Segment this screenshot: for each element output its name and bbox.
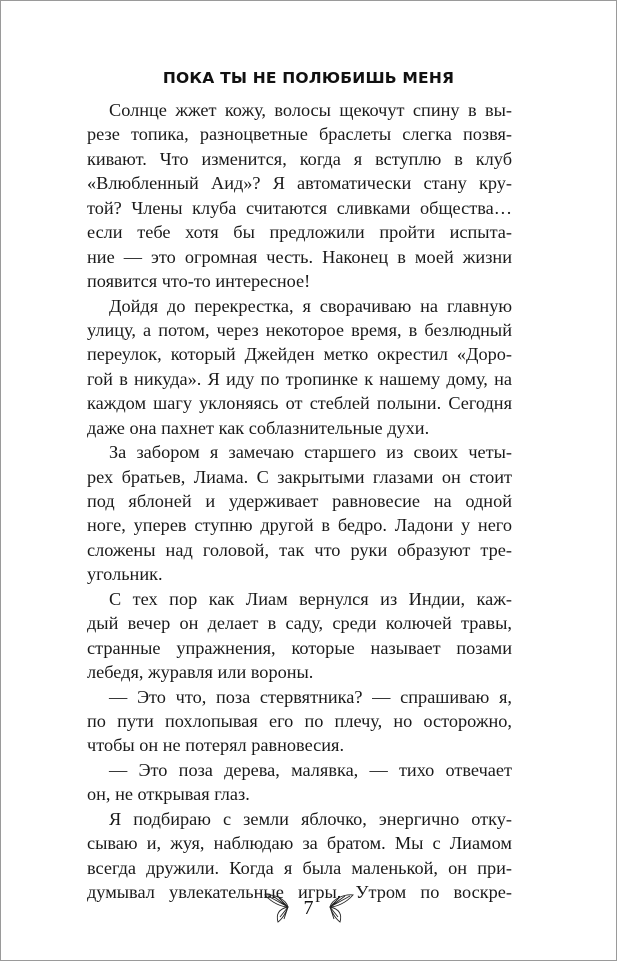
text-line: он, не открывая глаз. xyxy=(87,784,250,805)
text-line: — Это поза дерева, малявка, — тихо отвечает xyxy=(109,759,512,780)
text-line: каждом шагу уклоняясь от стеблей полыни. Сегодня xyxy=(87,393,512,414)
chapter-title: ПОКА ТЫ НЕ ПОЛЮБИШЬ МЕНЯ xyxy=(162,69,455,87)
left-butterfly-wing-icon xyxy=(264,893,290,923)
right-butterfly-wing-icon xyxy=(328,893,354,923)
text-line: появится что-то интересное! xyxy=(87,271,311,292)
page-number: 7 xyxy=(303,896,314,919)
text-line: той? Члены клуба считаются сливками общества… xyxy=(87,197,512,218)
text-line: чтобы он не потерял равновесия. xyxy=(87,735,345,756)
text-line: Дойдя до перекрестка, я сворачиваю на главную xyxy=(109,295,512,316)
text-line: ние — это огромная честь. Наконец в моей жизни xyxy=(87,246,512,267)
text-line: сываю и, жуя, наблюдаю за братом. Мы с Лиамом xyxy=(87,833,512,854)
text-line: дый вечер он делает в саду, среди колючей травы, xyxy=(87,613,512,634)
text-line: лебедя, журавля или вороны. xyxy=(87,662,314,683)
text-line: переулок, который Джейден метко окрестил «Доро- xyxy=(87,344,512,365)
text-line: улицу, а потом, через некоторое время, в безлюдный xyxy=(87,319,512,340)
text-line: ноге, уперев ступню другой в бедро. Ладони у него xyxy=(87,515,512,536)
text-line: даже она пахнет как соблазнительные духи. xyxy=(87,417,430,438)
text-line: под яблоней и удерживает равновесие на одной xyxy=(87,491,512,511)
text-line: сложены над головой, так что руки образуют тре- xyxy=(87,539,512,560)
text-line: всегда дружили. Когда я была маленькой, он при- xyxy=(87,857,512,878)
text-line: если тебе хотя бы предложили пройти испыта- xyxy=(87,222,512,243)
text-line: За забором я замечаю старшего из своих четы- xyxy=(109,442,512,463)
body-text xyxy=(87,98,512,904)
text-line: С тех пор как Лиам вернулся из Индии, каж- xyxy=(109,588,512,609)
page-footer xyxy=(1,893,616,923)
text-line: рех братьев, Лиама. С закрытыми глазами он стоит xyxy=(87,466,512,487)
text-line: кивают. Что изменится, когда я вступлю в клуб xyxy=(87,148,512,169)
text-line: думывал увлекательные игры. Утром по воскре- xyxy=(87,882,512,902)
text-line: «Влюбленный Аид»? Я автоматически стану кру- xyxy=(87,173,512,194)
text-line: Солнце жжет кожу, волосы щекочут спину в вы- xyxy=(109,100,512,120)
text-line: резе топика, разноцветные браслеты слегка позвя- xyxy=(87,124,512,145)
text-line: — Это что, поза стервятника? — спрашиваю я, xyxy=(109,686,512,707)
text-line: Я подбираю с земли яблочко, энергично отку- xyxy=(109,808,512,829)
text-line: по пути похлопывая его по плечу, но осторожно, xyxy=(87,710,512,731)
text-line: странные упражнения, которые называет позами xyxy=(87,637,512,658)
text-line: гой в никуда». Я иду по тропинке к нашему дому, на xyxy=(87,368,512,389)
text-line: угольник. xyxy=(87,564,163,585)
